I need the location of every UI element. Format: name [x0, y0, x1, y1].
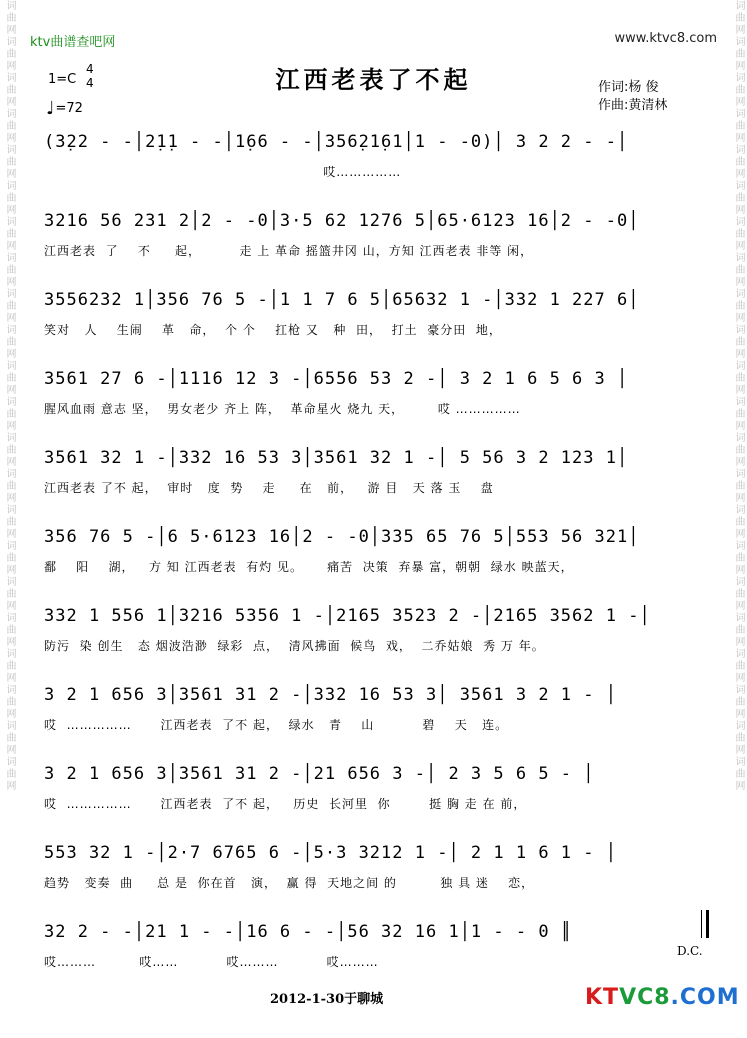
- logo-part-vc8: VC8: [619, 985, 671, 1010]
- lyric-line: 防污 染 创生 态 烟波浩渺 绿彩 点， 清风拂面 候鸟 戏， 二乔姑娘 秀 万 年。: [44, 639, 545, 653]
- key-signature: 1=C: [48, 72, 77, 87]
- date-place-footer: 2012-1-30于聊城: [270, 992, 384, 1007]
- score-line: [44, 912, 704, 969]
- jianpu-notes: 3561 27 6 -│1116 12 3 -│6556 53 2 -│ 3 2 1 6 5 6 3 │: [44, 369, 629, 389]
- score-line: [44, 122, 704, 179]
- jianpu-notes: 332 1 556 1│3216 5356 1 -│2165 3523 2 -│2165 3562 1 -│: [44, 606, 651, 626]
- lyric-line: 哎 …………… 江西老表 了不 起， 历史 长河里 你 挺 胸 走 在 前，: [44, 797, 527, 811]
- score-line: [44, 201, 704, 258]
- jianpu-notes: 32 2 - -│21 1 - -│16 6 - -│56 32 16 1│1 - - 0 ║: [44, 922, 573, 942]
- logo-part-com: .COM: [670, 985, 740, 1010]
- jianpu-notes: 3 2 1 656 3│3561 31 2 -│21 656 3 -│ 2 3 5 6 5 - │: [44, 764, 595, 784]
- score-line: [44, 833, 704, 890]
- lyric-line: 江西老表 了 不 起， 走 上 革命 摇篮井冈 山，方知 江西老表 非等 闲，: [44, 244, 534, 258]
- score-line: [44, 359, 704, 416]
- site-name-left[interactable]: ktv曲谱查吧网: [30, 35, 116, 50]
- lyric-line: 鄱 阳 湖， 方 知 江西老表 有灼 见。 痛苦 决策 弃暴 富，朝朝 绿水 映蓝天，: [44, 560, 574, 574]
- quarter-note-icon: ♩: [46, 98, 55, 119]
- score-line: [44, 517, 704, 574]
- lyric-line: 笑对 人 生闹 革 命， 个 个 扛枪 又 种 田， 打土 豪分田 地，: [44, 323, 502, 337]
- time-top: 4: [86, 62, 94, 76]
- score-line: [44, 675, 704, 732]
- jianpu-notes: 3216 56 231 2│2 - -0│3·5 62 1276 5│65·6123 16│2 - -0│: [44, 211, 640, 231]
- lyric-line: 腥风血雨 意志 坚， 男女老少 齐上 阵， 革命星火 烧九 天， 哎 ……………: [44, 402, 521, 416]
- da-capo-mark: D.C.: [677, 944, 703, 958]
- jianpu-notes: (3̣22 - -│2̣1̣1 - -│1̣66 - -│356̣21̣61│1 - -0)│ 3 2 2 - -│: [44, 132, 629, 152]
- ktvc8-logo: [585, 985, 740, 1010]
- lyric-line: 哎……………: [44, 165, 402, 179]
- lyric-line: 哎 …………… 江西老表 了不 起， 绿水 青 山 碧 天 连。: [44, 718, 509, 732]
- final-barline-thick: [706, 910, 709, 938]
- watermark-left: 词曲网词曲网词曲网词曲网词曲网词曲网词曲网词曲网词曲网词曲网词曲网词曲网词曲网词曲网词曲网词曲网词曲网词曲网词曲网词曲网词曲网词曲网: [4, 0, 15, 792]
- lyric-line: 趋势 变奏 曲 总 是 你在首 演， 赢 得 天地之间 的 独 具 迷 恋，: [44, 876, 535, 890]
- composer-credit: 作曲:黄清林: [598, 98, 668, 113]
- logo-part-kt: KT: [585, 985, 620, 1010]
- lyric-line: 江西老表 了不 起， 审时 度 势 走 在 前， 游 目 天 落 玉 盘: [44, 481, 494, 495]
- jianpu-notes: 553 32 1 -│2·7 6765 6 -│5·3 3212 1 -│ 2 1 1 6 1 - │: [44, 843, 617, 863]
- score-line: [44, 438, 704, 495]
- time-signature: [86, 62, 94, 90]
- score-line: [44, 754, 704, 811]
- score-line: [44, 280, 704, 337]
- final-barline-thin: [701, 910, 702, 938]
- jianpu-notes: 3556232 1│356 76 5 -│1 1 7 6 5│65632 1 -│332 1 227 6│: [44, 290, 640, 310]
- score-line: [44, 596, 704, 653]
- tempo-value: =72: [55, 101, 83, 116]
- watermark-right: 词曲网词曲网词曲网词曲网词曲网词曲网词曲网词曲网词曲网词曲网词曲网词曲网词曲网词曲网词曲网词曲网词曲网词曲网词曲网词曲网词曲网词曲网: [733, 0, 744, 792]
- song-title: 江西老表了不起: [275, 65, 472, 94]
- jianpu-notes: 356 76 5 -│6 5·6123 16│2 - -0│335 65 76 5│553 56 321│: [44, 527, 640, 547]
- jianpu-notes: 3 2 1 656 3│3561 31 2 -│332 16 53 3│ 3561 3 2 1 - │: [44, 685, 617, 705]
- lyricist-credit: 作词:杨 俊: [598, 80, 659, 95]
- site-url-right[interactable]: www.ktvc8.com: [614, 31, 717, 46]
- tempo-marking: [46, 98, 83, 119]
- lyric-line: 哎……… 哎…… 哎……… 哎………: [44, 955, 379, 969]
- time-bottom: 4: [86, 76, 94, 90]
- jianpu-notes: 3561 32 1 -│332 16 53 3│3561 32 1 -│ 5 56 3 2 123 1│: [44, 448, 629, 468]
